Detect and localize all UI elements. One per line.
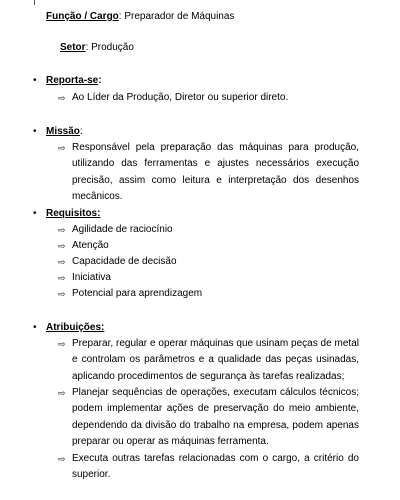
atribuicao-item: Planejar sequências de operações, executam cálculos técnicos; podem implementar ações de preservação do meio ambiente, dependendo da divisão do trabalho na empresa, podem apenas preparar ou operar as máquinas ferramenta.: [72, 387, 359, 448]
arrow-right-outline-icon: ⇨: [58, 241, 66, 251]
funcao-value: : Preparador de Máquinas: [118, 11, 235, 22]
reporta-item: Ao Líder da Produção, Diretor ou superior direto.: [72, 92, 289, 103]
requisito-item: Potencial para aprendizagem: [72, 288, 203, 299]
setor-value: : Produção: [85, 42, 134, 53]
arrow-right-outline-icon: ⇨: [58, 93, 66, 103]
funcao-label: Função / Cargo: [46, 11, 119, 22]
requisito-item: Agilidade de raciocínio: [72, 224, 173, 235]
arrow-right-outline-icon: ⇨: [58, 143, 66, 153]
missao-item: Responsável pela preparação das máquinas para produção, utilizando das ferramentas e ajustes necessários execução precisão, assim como leitura e interpretação dos desenhos mecânicos.: [72, 142, 359, 203]
atribuicoes-title: Atribuições:: [46, 322, 105, 333]
arrow-right-outline-icon: ⇨: [58, 273, 66, 283]
bullet-dot-icon: •: [33, 126, 37, 137]
arrow-right-outline-icon: ⇨: [58, 388, 66, 398]
cropped-bottom-text: [30, 494, 370, 500]
arrow-right-outline-icon: ⇨: [58, 289, 66, 299]
bullet-dot-icon: •: [33, 75, 37, 86]
page-corner-mark: [34, 0, 35, 5]
reporta-title: Reporta-se: [46, 75, 99, 86]
requisito-item: Atenção: [72, 240, 109, 251]
reporta-colon: :: [98, 75, 102, 86]
setor-label: Setor: [60, 42, 86, 53]
arrow-right-outline-icon: ⇨: [58, 225, 66, 235]
setor-line: [60, 40, 134, 56]
arrow-right-outline-icon: ⇨: [58, 257, 66, 267]
reporta-heading: [46, 73, 102, 89]
missao-title: Missão: [46, 126, 80, 137]
arrow-right-outline-icon: ⇨: [58, 339, 66, 349]
requisito-item: Iniciativa: [72, 272, 111, 283]
bullet-dot-icon: •: [33, 322, 37, 333]
funcao-line: [46, 9, 234, 25]
arrow-right-outline-icon: ⇨: [58, 454, 66, 464]
missao-colon: :: [79, 126, 83, 137]
requisito-item: Capacidade de decisão: [72, 256, 177, 267]
atribuicao-item: Executa outras tarefas relacionadas com o cargo, a critério do superior.: [72, 453, 359, 481]
atribuicao-item: Preparar, regular e operar máquinas que usinam peças de metal e controlam os parâmetros e a qualidade das peças usinadas, aplicando procedimentos de segurança às tarefas realizadas;: [72, 338, 359, 382]
bullet-dot-icon: •: [33, 208, 37, 219]
requisitos-title: Requisitos:: [46, 208, 101, 219]
missao-heading: [46, 124, 83, 140]
